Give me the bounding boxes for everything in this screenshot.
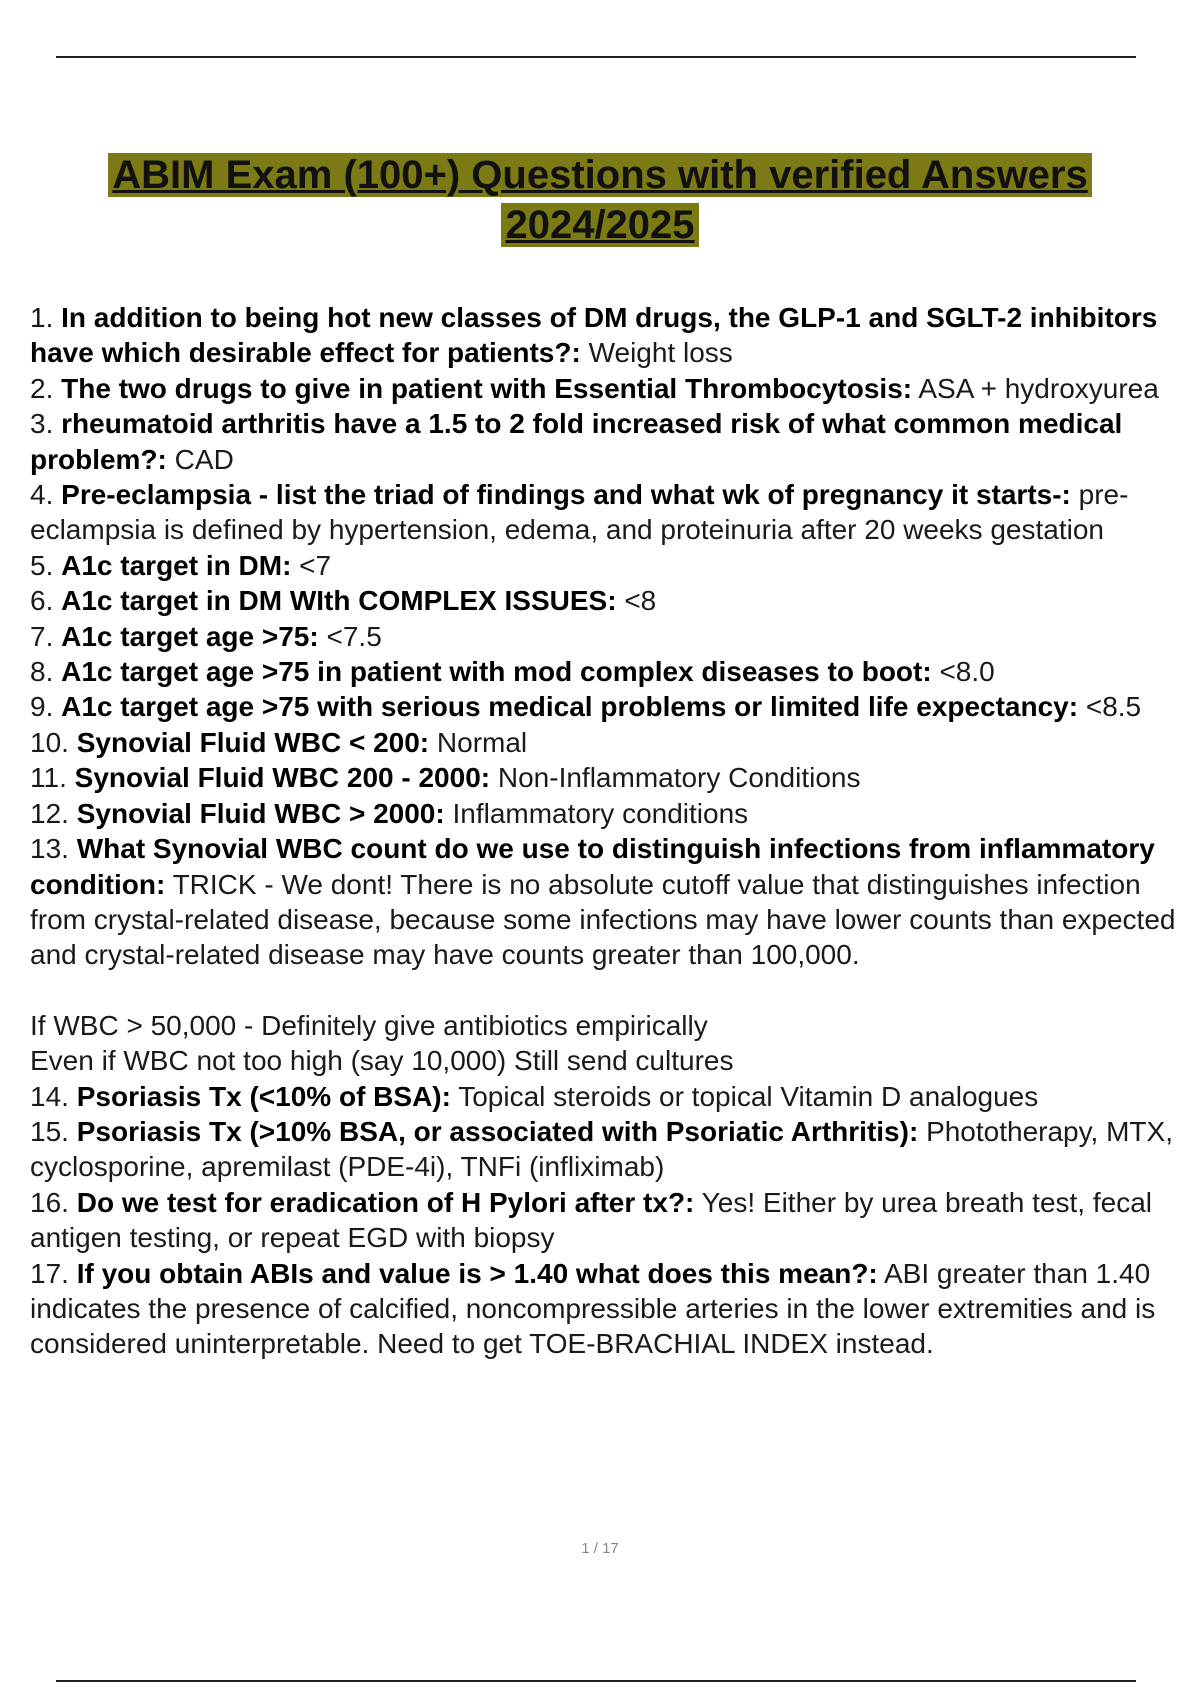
question-text: A1c target in DM WIth COMPLEX ISSUES: xyxy=(61,585,617,617)
question-number: 10. xyxy=(30,726,69,758)
question-text: The two drugs to give in patient with Essential Thrombocytosis: xyxy=(61,372,913,404)
answer-text: <8 xyxy=(624,585,657,617)
question-item-8 xyxy=(30,654,1190,689)
question-item-16 xyxy=(30,1185,1190,1256)
answer-text: <7.5 xyxy=(326,620,382,652)
question-text: Synovial Fluid WBC > 2000: xyxy=(76,797,445,829)
question-text: Psoriasis Tx (>10% BSA, or associated with Psoriatic Arthritis): xyxy=(76,1115,919,1147)
paragraph-gap xyxy=(30,973,1190,1008)
answer-text: Topical steroids or topical Vitamin D analogues xyxy=(458,1080,1039,1112)
question-list xyxy=(30,300,1190,1362)
question-item-1 xyxy=(30,300,1190,371)
answer-text: pre-eclampsia is defined by hypertension, edema, and proteinuria after 20 weeks gestation xyxy=(30,479,1129,546)
question-number: 2. xyxy=(30,372,54,404)
question-text: Synovial Fluid WBC < 200: xyxy=(76,726,430,758)
question-number: 6. xyxy=(30,585,54,617)
question-text: What Synovial WBC count do we use to distinguish infections from inflammatory condition: xyxy=(30,833,1155,900)
answer-text: Normal xyxy=(436,726,528,758)
answer-text: Non-Inflammatory Conditions xyxy=(497,762,861,794)
answer-text: <8.0 xyxy=(939,656,995,688)
question-number: 7. xyxy=(30,620,54,652)
question-item-7 xyxy=(30,619,1190,654)
question-number: 1. xyxy=(30,302,54,333)
question-number: 11. xyxy=(30,762,67,794)
answer-text: <7 xyxy=(299,549,332,581)
title-line-2: 2024/2025 xyxy=(501,203,698,247)
question-text: Synovial Fluid WBC 200 - 2000: xyxy=(74,762,491,794)
question-item-9 xyxy=(30,689,1190,724)
question-text: Do we test for eradication of H Pylori after tx?: xyxy=(76,1186,695,1218)
question-number: 4. xyxy=(30,479,54,511)
answer-text: Phototherapy, MTX, cyclosporine, apremilast (PDE-4i), TNFi (infliximab) xyxy=(30,1115,1173,1183)
page-indicator: 1 / 17 xyxy=(581,1540,619,1557)
question-text: If you obtain ABIs and value is > 1.40 what does this mean?: xyxy=(76,1257,878,1289)
question-item-15 xyxy=(30,1114,1190,1185)
question-number: 16. xyxy=(30,1186,69,1218)
question-number: 13. xyxy=(30,833,69,865)
question-text: A1c target age >75 in patient with mod complex diseases to boot: xyxy=(61,656,932,688)
bottom-divider xyxy=(56,1680,1136,1682)
question-item-14 xyxy=(30,1079,1190,1114)
title-line-1: ABIM Exam (100+) Questions with verified Answers xyxy=(108,153,1091,197)
question-text: rheumatoid arthritis have a 1.5 to 2 fold increased risk of what common medical problem?: xyxy=(30,408,1123,475)
question-item-10 xyxy=(30,725,1190,760)
question-text: A1c target age >75: xyxy=(61,620,319,652)
answer-text: ABI greater than 1.40 indicates the presence of calcified, noncompressible arteries in the lower extremities and is considered uninterpretable. Need to get TOE-BRACHIAL INDEX instead. xyxy=(30,1257,1156,1360)
question-text: A1c target age >75 with serious medical problems or limited life expectancy: xyxy=(61,691,1079,723)
answer-text: CAD xyxy=(174,443,234,475)
question-text: Pre-eclampsia - list the triad of findings and what wk of pregnancy it starts-: xyxy=(61,479,1071,511)
question-number: 9. xyxy=(30,691,54,723)
question-text: A1c target in DM: xyxy=(61,549,292,581)
answer-text: <8.5 xyxy=(1085,691,1142,723)
question-item-5 xyxy=(30,548,1190,583)
question-item-3 xyxy=(30,406,1190,477)
question-item-6 xyxy=(30,583,1190,618)
question-number: 12. xyxy=(30,797,69,829)
question-number: 14. xyxy=(30,1080,69,1112)
question-item-2 xyxy=(30,371,1190,406)
answer-note-line: Even if WBC not too high (say 10,000) Still send cultures xyxy=(30,1045,734,1077)
question-number: 5. xyxy=(30,549,54,581)
question-number: 17. xyxy=(30,1257,69,1289)
answer-text: Weight loss xyxy=(588,337,733,369)
question-item-13 xyxy=(30,831,1190,973)
answer-text: Inflammatory conditions xyxy=(452,797,749,829)
question-number: 15. xyxy=(30,1115,69,1147)
question-text: Psoriasis Tx (<10% of BSA): xyxy=(76,1080,451,1112)
answer-note-line: If WBC > 50,000 - Definitely give antibiotics empirically xyxy=(30,1009,708,1041)
document-title xyxy=(0,150,1200,250)
question-item-11 xyxy=(30,760,1190,795)
question-item-4 xyxy=(30,477,1190,548)
question-item-12 xyxy=(30,796,1190,831)
question-number: 8. xyxy=(30,656,54,688)
question-item-17 xyxy=(30,1256,1190,1362)
answer-text: TRICK - We dont! There is no absolute cutoff value that distinguishes infection from crystal-related disease, because some infections may have lower counts than expected and crystal-related disease may have counts greater than 100,000. xyxy=(30,868,1176,971)
top-divider xyxy=(56,56,1136,58)
question-number: 3. xyxy=(30,408,54,440)
answer-text: Yes! Either by urea breath test, fecal antigen testing, or repeat EGD with biopsy xyxy=(30,1186,1152,1254)
answer-text: ASA + hydroxyurea xyxy=(918,372,1159,404)
question-text: In addition to being hot new classes of DM drugs, the GLP-1 and SGLT-2 inhibitors have which desirable effect for patients?: xyxy=(30,302,1158,369)
